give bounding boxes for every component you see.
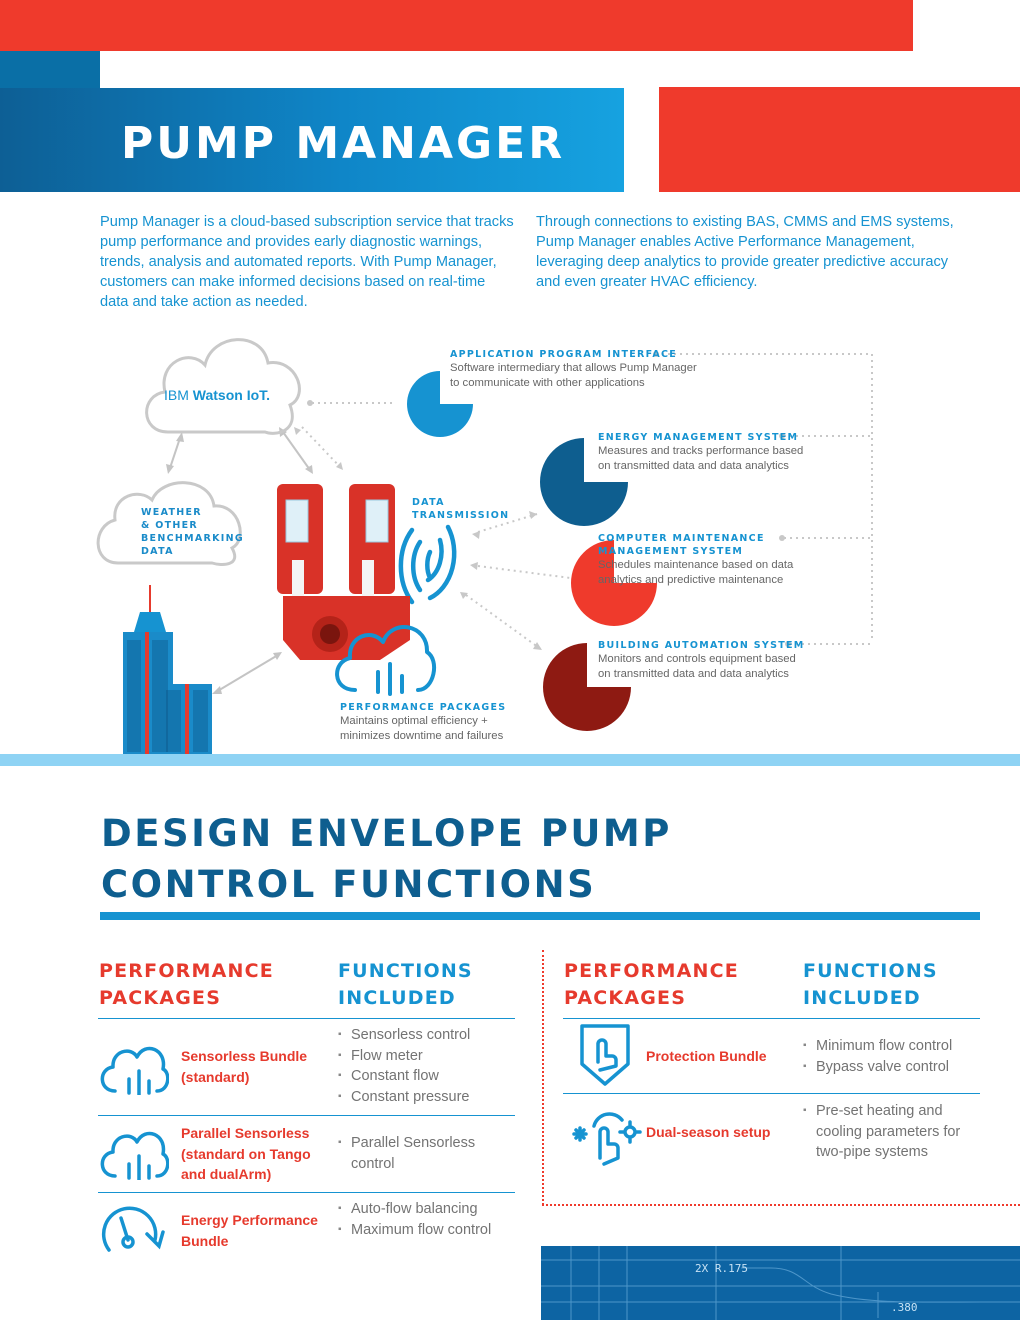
left-col-packages-header: PERFORMANCE PACKAGES (99, 960, 274, 1009)
header-red-band (0, 0, 913, 51)
weather-data-label: WEATHER & OTHER BENCHMARKING DATA (141, 507, 244, 557)
cmms-title-line2: MANAGEMENT SYSTEM (598, 546, 744, 557)
package-dual-season-setup: Dual-season setup (646, 1124, 771, 1140)
cmms-callout: COMPUTER MAINTENANCE MANAGEMENT SYSTEM Schedules maintenance based on data analytics and predictive maintenance (598, 533, 794, 586)
section-divider-band (0, 754, 1020, 766)
functions-dual-season-setup: ▪ Pre-set heating and cooling parameters for two-pipe systems (803, 1101, 978, 1163)
api-title: APPLICATION PROGRAM INTERFACE (450, 349, 678, 360)
left-col-functions-header: FUNCTIONS INCLUDED (338, 960, 473, 1009)
api-callout: APPLICATION PROGRAM INTERFACE Software intermediary that allows Pump Manager to communicate with other applications (450, 349, 697, 389)
cmms-title-line1: COMPUTER MAINTENANCE (598, 533, 765, 544)
intro-left-paragraph: Pump Manager is a cloud-based subscription service that tracks pump performance and provides early diagnostic warnings, trends, analysis and automated reports. With Pump Manager, customers can make informed decisions based on real-time data and take action as needed. (100, 214, 514, 310)
package-protection-bundle: Protection Bundle (646, 1048, 767, 1064)
performance-packages-title: PERFORMANCE PACKAGES (340, 702, 507, 713)
watson-iot-logo: IBM Watson IoT. (164, 387, 271, 403)
table-dotted-divider (542, 950, 544, 1205)
functions-sensorless-bundle: ▪ Sensorless control ▪ Flow meter ▪ Constant flow ▪ Constant pressure (338, 1025, 513, 1107)
snow-sun-hand-icon (570, 1106, 642, 1168)
blueprint-image (541, 1246, 1020, 1320)
left-table-rule (98, 1192, 515, 1193)
header-red-block (659, 87, 1020, 192)
package-energy-performance: Energy Performance Bundle (181, 1212, 318, 1249)
ems-title: ENERGY MANAGEMENT SYSTEM (598, 432, 799, 443)
right-col-functions-header: FUNCTIONS INCLUDED (803, 960, 938, 1009)
table-dotted-bottom (542, 1204, 1020, 1206)
functions-energy-performance: ▪ Auto-flow balancing ▪ Maximum flow control (338, 1199, 498, 1240)
right-table-rule (563, 1093, 980, 1094)
section2-rule (100, 912, 980, 920)
header-blue-corner (0, 51, 100, 91)
cloud-hand-icon (99, 1043, 169, 1095)
right-col-packages-header: PERFORMANCE PACKAGES (564, 960, 739, 1009)
package-sensorless-bundle: Sensorless Bundle (standard) (181, 1048, 308, 1085)
left-table-rule (98, 1018, 515, 1019)
bas-title: BUILDING AUTOMATION SYSTEM (598, 640, 805, 651)
gauge-icon (99, 1204, 169, 1254)
blueprint-label-dimension: .380 (891, 1301, 918, 1314)
performance-packages-callout: PERFORMANCE PACKAGES Maintains optimal efficiency + minimizes downtime and failures (340, 702, 507, 742)
package-parallel-sensorless: Parallel Sensorless (standard on Tango and dualArm) (181, 1125, 311, 1182)
shield-hand-icon (578, 1022, 634, 1088)
functions-protection-bundle: ▪ Minimum flow control ▪ Bypass valve control (803, 1036, 978, 1077)
building-icon (123, 585, 212, 754)
page-title: PUMP MANAGER (121, 118, 566, 169)
ems-callout: ENERGY MANAGEMENT SYSTEM Measures and tracks performance based on transmitted data and data analytics (598, 432, 804, 472)
wireless-signal-icon (401, 527, 454, 602)
functions-parallel-sensorless: ▪ Parallel Sensorless control (338, 1133, 498, 1174)
left-table-rule (98, 1115, 515, 1116)
cloud-hand-icon (99, 1128, 169, 1180)
blueprint-label-radius: 2X R.175 (695, 1262, 748, 1275)
data-transmission-label: DATA TRANSMISSION (412, 497, 510, 521)
section2-title: DESIGN ENVELOPE PUMP CONTROL FUNCTIONS (101, 812, 672, 906)
right-table-rule (563, 1018, 980, 1019)
intro-right-paragraph: Through connections to existing BAS, CMMS and EMS systems, Pump Manager enables Active Performance Management, leveraging deep analytics to provide greater predictive accuracy and even greater HVAC efficiency. (536, 214, 954, 290)
bas-callout: BUILDING AUTOMATION SYSTEM Monitors and controls equipment based on transmitted data and data analytics (598, 640, 805, 680)
